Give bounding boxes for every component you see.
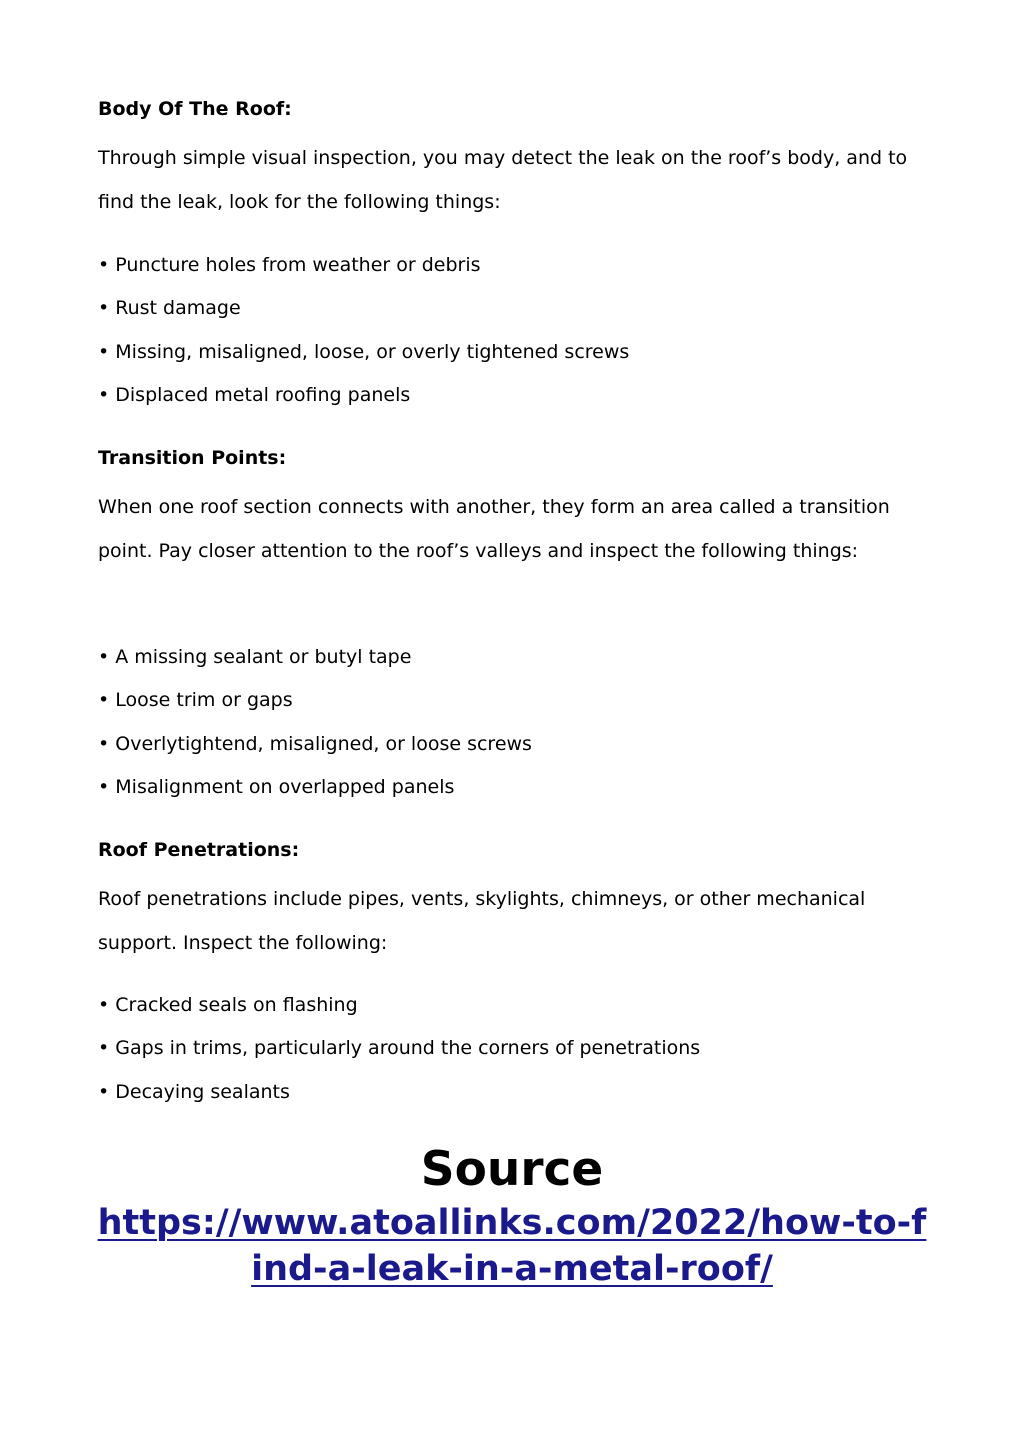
bullet-icon: • xyxy=(98,732,110,755)
list-item-text: Overlytightend, misaligned, or loose screws xyxy=(115,732,532,755)
list-item xyxy=(98,1027,938,1070)
section-paragraph-body-of-roof: Through simple visual inspection, you may detect the leak on the roof’s body, and to find the leak, look for the following things: xyxy=(98,147,908,213)
bullet-list-body-of-roof xyxy=(98,244,938,417)
list-item-text: Cracked seals on flashing xyxy=(115,994,358,1016)
list-item-text: A missing sealant or butyl tape xyxy=(115,646,412,668)
bullet-icon: • xyxy=(98,775,110,798)
list-item xyxy=(98,766,938,809)
source-title: Source xyxy=(420,1142,604,1197)
section-paragraph-transition-points: When one roof section connects with another, they form an area called a transition point. Pay closer attention to the roof’s valleys and inspect the following things: xyxy=(98,496,890,562)
list-item-text: Puncture holes from weather or debris xyxy=(115,254,481,276)
bullet-icon: • xyxy=(98,383,110,406)
section-heading-transition-points: Transition Points: xyxy=(98,447,287,469)
bullet-icon: • xyxy=(98,646,110,668)
list-item xyxy=(98,287,938,330)
list-item xyxy=(98,331,938,374)
section-paragraph-roof-penetrations: Roof penetrations include pipes, vents, skylights, chimneys, or other mechanical support. Inspect the following: xyxy=(98,888,866,954)
list-item-text: Rust damage xyxy=(115,297,241,320)
list-item xyxy=(98,1071,938,1114)
bullet-list-transition-points xyxy=(98,636,938,809)
list-item-text: Displaced metal roofing panels xyxy=(115,383,411,406)
list-item xyxy=(98,244,938,287)
source-link[interactable]: https://www.atoallinks.com/2022/how-to-find-a-leak-in-a-metal-roof/ xyxy=(97,1203,927,1289)
bullet-icon: • xyxy=(98,254,110,276)
list-item xyxy=(98,636,938,679)
bullet-icon: • xyxy=(98,689,110,712)
bullet-icon: • xyxy=(98,340,110,363)
list-item-text: Loose trim or gaps xyxy=(115,689,293,712)
list-item xyxy=(98,984,938,1027)
list-item xyxy=(98,374,938,417)
bullet-list-roof-penetrations xyxy=(98,984,938,1114)
bullet-icon: • xyxy=(98,297,110,320)
list-item-text: Gaps in trims, particularly around the corners of penetrations xyxy=(115,1037,701,1060)
list-item-text: Missing, misaligned, loose, or overly tightened screws xyxy=(115,340,630,363)
list-item xyxy=(98,723,938,766)
bullet-icon: • xyxy=(98,1037,110,1060)
bullet-icon: • xyxy=(98,1080,110,1103)
list-item xyxy=(98,679,938,722)
section-heading-body-of-roof: Body Of The Roof: xyxy=(98,98,292,120)
bullet-icon: • xyxy=(98,994,110,1016)
list-item-text: Decaying sealants xyxy=(115,1080,290,1103)
list-item-text: Misalignment on overlapped panels xyxy=(115,775,455,798)
section-heading-roof-penetrations: Roof Penetrations: xyxy=(98,839,300,861)
